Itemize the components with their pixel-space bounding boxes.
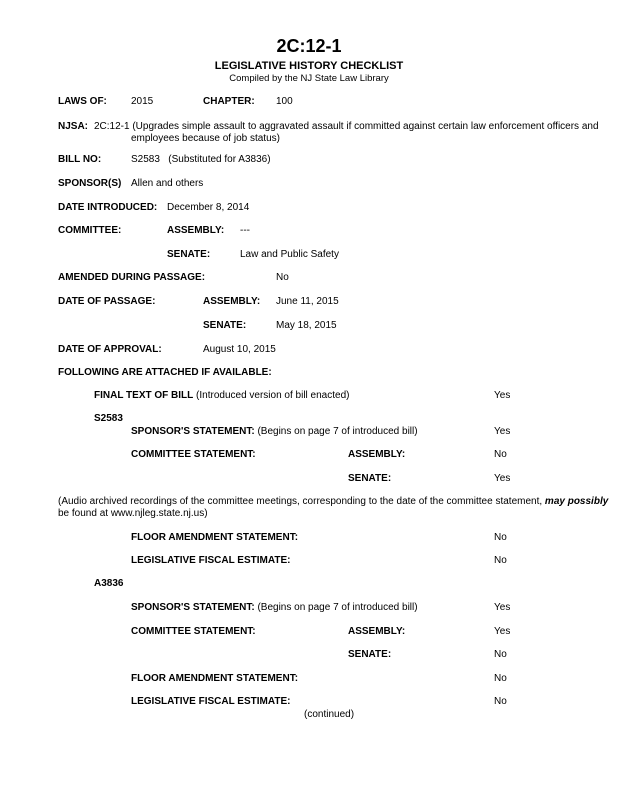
date-introduced-label: DATE INTRODUCED: [58,202,158,213]
final-text-value: Yes [494,390,511,401]
passage-assembly-value: June 11, 2015 [276,296,339,307]
a3836-sponsor-note: (Begins on page 7 of introduced bill) [254,602,418,613]
sponsors-label: SPONSOR(S) [58,178,122,189]
s2583-fiscal-label: LEGISLATIVE FISCAL ESTIMATE: [131,555,291,566]
a3836-committee-label: COMMITTEE STATEMENT: [131,626,256,637]
passage-senate-label: SENATE: [203,320,247,331]
chapter-label: CHAPTER: [203,96,255,107]
final-text-note: (Introduced version of bill enacted) [193,390,350,401]
a3836-fiscal-label: LEGISLATIVE FISCAL ESTIMATE: [131,696,291,707]
a3836-sponsor-row [131,602,418,614]
approval-value: August 10, 2015 [203,344,276,355]
bill-no-value: S2583 (Substituted for A3836) [131,154,271,165]
s2583-committee-label: COMMITTEE STATEMENT: [131,449,256,460]
a3836-sponsor-label: SPONSOR'S STATEMENT: [131,602,255,613]
a3836-sponsor-value: Yes [494,602,511,613]
committee-assembly-value: --- [240,225,250,236]
a3836-assembly-label: ASSEMBLY: [348,626,406,637]
s2583-fiscal-value: No [494,555,507,566]
amended-value: No [276,272,289,283]
bill-no-label: BILL NO: [58,154,102,165]
audio-note-text: (Audio archived recordings of the committee meetings, corresponding to the date of the committee statement, [58,496,545,507]
committee-senate-label: SENATE: [167,249,211,260]
laws-of-value: 2015 [131,96,154,107]
s2583-sponsor-note: (Begins on page 7 of introduced bill) [254,426,418,437]
passage-senate-value: May 18, 2015 [276,320,337,331]
audio-note-emphasis: may possibly [544,496,609,507]
final-text-label: FINAL TEXT OF BILL [94,390,194,401]
committee-senate-value: Law and Public Safety [240,249,339,260]
njsa-text-continued: employees because of job status) [131,133,280,144]
s2583-sponsor-row [131,426,418,438]
a3836-heading: A3836 [94,578,124,589]
s2583-sponsor-label: SPONSOR'S STATEMENT: [131,426,255,437]
s2583-sponsor-value: Yes [494,426,511,437]
s2583-assembly-value: No [494,449,507,460]
document-subtitle: LEGISLATIVE HISTORY CHECKLIST [214,60,404,72]
a3836-fiscal-value: No [494,696,507,707]
s2583-floor-value: No [494,532,507,543]
a3836-senate-label: SENATE: [348,649,392,660]
a3836-floor-label: FLOOR AMENDMENT STATEMENT: [131,673,299,684]
audio-note-line1 [58,496,608,508]
committee-label: COMMITTEE: [58,225,122,236]
chapter-value: 100 [276,96,293,107]
s2583-assembly-label: ASSEMBLY: [348,449,406,460]
compiled-by: Compiled by the NJ State Law Library [229,73,389,84]
date-introduced-value: December 8, 2014 [167,202,250,213]
continued-note: (continued) [304,709,355,720]
njsa-label: NJSA: [58,121,89,132]
amended-label: AMENDED DURING PASSAGE: [58,272,206,283]
approval-label: DATE OF APPROVAL: [58,344,162,355]
s2583-senate-label: SENATE: [348,473,392,484]
a3836-floor-value: No [494,673,507,684]
njsa-text: 2C:12-1 (Upgrades simple assault to aggravated assault if committed against certain law enforcement officers and [94,121,599,132]
attached-heading: FOLLOWING ARE ATTACHED IF AVAILABLE: [58,367,272,378]
a3836-senate-value: No [494,649,507,660]
laws-of-label: LAWS OF: [58,96,107,107]
a3836-assembly-value: Yes [494,626,511,637]
s2583-senate-value: Yes [494,473,511,484]
s2583-heading: S2583 [94,413,123,424]
committee-assembly-label: ASSEMBLY: [167,225,225,236]
s2583-floor-label: FLOOR AMENDMENT STATEMENT: [131,532,299,543]
final-text-row [94,390,349,402]
audio-note-line2: be found at www.njleg.state.nj.us) [58,508,208,519]
passage-assembly-label: ASSEMBLY: [203,296,261,307]
page-title: 2C:12-1 [276,36,342,56]
passage-label: DATE OF PASSAGE: [58,296,156,307]
sponsors-value: Allen and others [131,178,204,189]
